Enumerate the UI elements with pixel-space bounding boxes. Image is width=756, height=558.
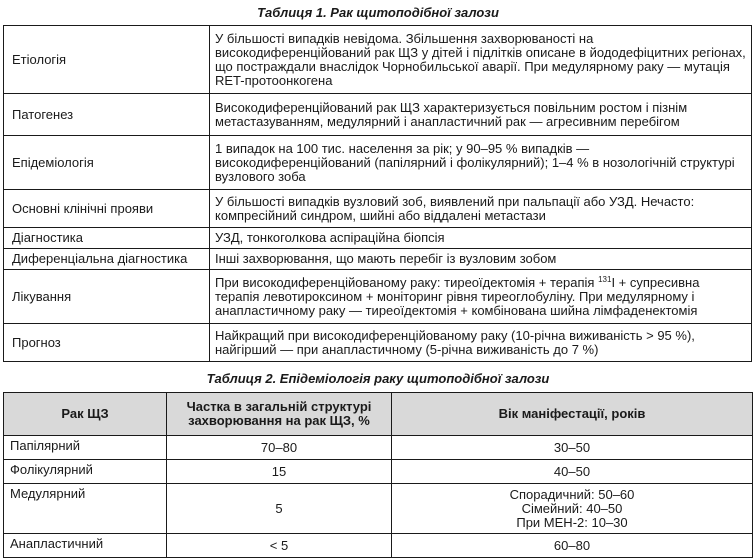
row-text [210,270,752,324]
table-row [4,228,752,249]
age-value: 30–50 [392,436,753,460]
row-label: Основні клінічні прояви [4,190,210,228]
table-row [4,534,753,558]
table-row [4,94,752,136]
epidemiology-table [3,392,753,558]
age-men2: При МЕН-2: 10–30 [516,515,628,530]
age-value: 60–80 [392,534,753,558]
table2-caption: Таблиця 2. Епідеміологія раку щитоподібної залози [206,371,550,386]
column-header-age: Вік маніфестації, років [392,393,753,436]
table-row [4,484,753,534]
table-row [4,460,753,484]
treatment-text-end: I + супресивна терапія левотироксином + моніторинг рівня тиреоглобуліну. При медулярному і анапластичному раку — тиреоїдектомія + комбінована шийна лімфаденектомія [215,274,700,318]
table-row [4,190,752,228]
row-label: Диференціальна діагностика [4,249,210,270]
age-value: 40–50 [392,460,753,484]
header-row [4,393,753,436]
row-label: Етіологія [4,26,210,94]
row-label: Патогенез [4,94,210,136]
table-row [4,136,752,190]
row-text: У більшості випадків вузловий зоб, виявлений при пальпації або УЗД. Нечасто: компресійний синдром, шийні або віддалені метастази [210,190,752,228]
table-row [4,270,752,324]
row-text: Найкращий при високодиференційованому раку (10-річна виживаність > 95 %), найгірший — при анапластичному (5-річна виживаність до 7 %) [210,324,752,362]
age-familial: Сімейний: 40–50 [521,501,623,516]
row-label: Епідеміологія [4,136,210,190]
table-row [4,249,752,270]
cancer-type: Фолікулярний [4,460,167,484]
row-label: Прогноз [4,324,210,362]
column-header-type: Рак ЩЗ [4,393,167,436]
row-text: Інші захворювання, що мають перебіг із вузловим зобом [210,249,752,270]
age-sporadic: Спорадичний: 50–60 [509,487,635,502]
share-value: 15 [167,460,392,484]
cancer-type: Анапластичний [4,534,167,558]
row-text: Високодиференційований рак ЩЗ характеризується повільним ростом і пізнім метастазуванням, медулярний і анапластичний рак — агресивним перебігом [210,94,752,136]
table-row [4,436,753,460]
row-text: УЗД, тонкоголкова аспіраційна біопсія [210,228,752,249]
share-value: 5 [167,484,392,534]
row-label: Лікування [4,270,210,324]
table-row [4,26,752,94]
treatment-text-start: При високодиференційованому раку: тиреоїдектомія + терапія [215,274,599,290]
share-value: < 5 [167,534,392,558]
age-value [392,484,753,534]
row-text: У більшості випадків невідома. Збільшення захворюваності на високодиференційований рак ЩЗ у дітей і підлітків описане в йододефіцитних регіонах, що постраждали внаслідок Чорнобильської аварії. При медулярному раку — мутація RET-протоонкогена [210,26,752,94]
column-header-share: Частка в загальній структурі захворювання на рак ЩЗ, % [167,393,392,436]
cancer-type: Папілярний [4,436,167,460]
table-row [4,324,752,362]
thyroid-cancer-table [3,25,752,362]
isotope-superscript: 131 [598,274,612,284]
table1-caption: Таблиця 1. Рак щитоподібної залози [257,5,499,20]
row-text: 1 випадок на 100 тис. населення за рік; у 90–95 % випадків — високодиференційований (папілярний і фолікулярний); 1–4 % в нозологічній структурі вузлового зоба [210,136,752,190]
share-value: 70–80 [167,436,392,460]
row-label: Діагностика [4,228,210,249]
cancer-type: Медулярний [4,484,167,534]
